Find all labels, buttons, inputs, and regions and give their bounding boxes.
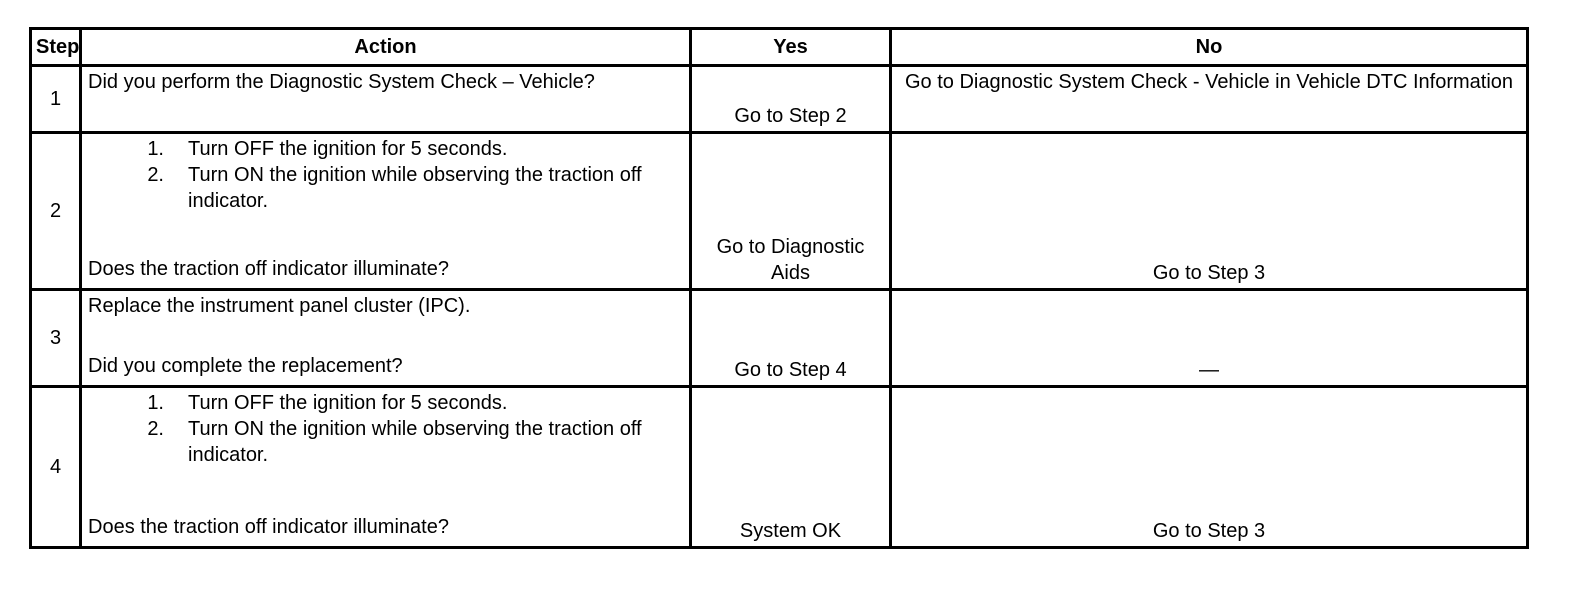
header-yes: Yes <box>691 29 891 66</box>
step-number: 2 <box>31 133 81 290</box>
yes-result: Go to Diagnostic Aids <box>691 133 891 290</box>
list-item <box>88 162 683 214</box>
list-item <box>88 416 683 468</box>
table-row <box>31 290 1528 387</box>
step-number: 3 <box>31 290 81 387</box>
list-item-number: 1. <box>147 138 164 160</box>
no-result: Go to Step 3 <box>891 133 1528 290</box>
action-steps-list <box>88 390 683 468</box>
list-item-text: Turn OFF the ignition for 5 seconds. <box>188 138 508 160</box>
yes-result: Go to Step 2 <box>691 66 891 133</box>
action-question: Does the traction off indicator illuminate? <box>88 516 449 538</box>
action-cell <box>81 290 691 387</box>
step-number: 4 <box>31 387 81 548</box>
list-item-text: Turn ON the ignition while observing the traction off indicator. <box>188 418 642 466</box>
yes-result: Go to Step 4 <box>691 290 891 387</box>
list-item-text: Turn OFF the ignition for 5 seconds. <box>188 392 508 414</box>
action-question: Does the traction off indicator illuminate? <box>88 258 449 280</box>
action-cell <box>81 387 691 548</box>
no-result: Go to Step 3 <box>891 387 1528 548</box>
action-question: Did you complete the replacement? <box>88 355 403 377</box>
list-item <box>88 390 683 416</box>
table-row <box>31 387 1528 548</box>
action-cell <box>81 133 691 290</box>
header-action: Action <box>81 29 691 66</box>
list-item-number: 2. <box>147 164 164 186</box>
table-row <box>31 66 1528 133</box>
yes-result: System OK <box>691 387 891 548</box>
no-result: — <box>891 290 1528 387</box>
step-number: 1 <box>31 66 81 133</box>
list-item <box>88 136 683 162</box>
list-item-text: Turn ON the ignition while observing the traction off indicator. <box>188 164 642 212</box>
action-text: Replace the instrument panel cluster (IPC). <box>88 295 471 317</box>
list-item-number: 1. <box>147 392 164 414</box>
table-header-row <box>31 29 1528 66</box>
action-steps-list <box>88 136 683 214</box>
diagnostic-table <box>29 27 1529 549</box>
table-row <box>31 133 1528 290</box>
action-text: Did you perform the Diagnostic System Check – Vehicle? <box>81 66 691 133</box>
no-result: Go to Diagnostic System Check - Vehicle in Vehicle DTC Information <box>891 66 1528 133</box>
list-item-number: 2. <box>147 418 164 440</box>
header-step: Step <box>31 29 81 66</box>
header-no: No <box>891 29 1528 66</box>
